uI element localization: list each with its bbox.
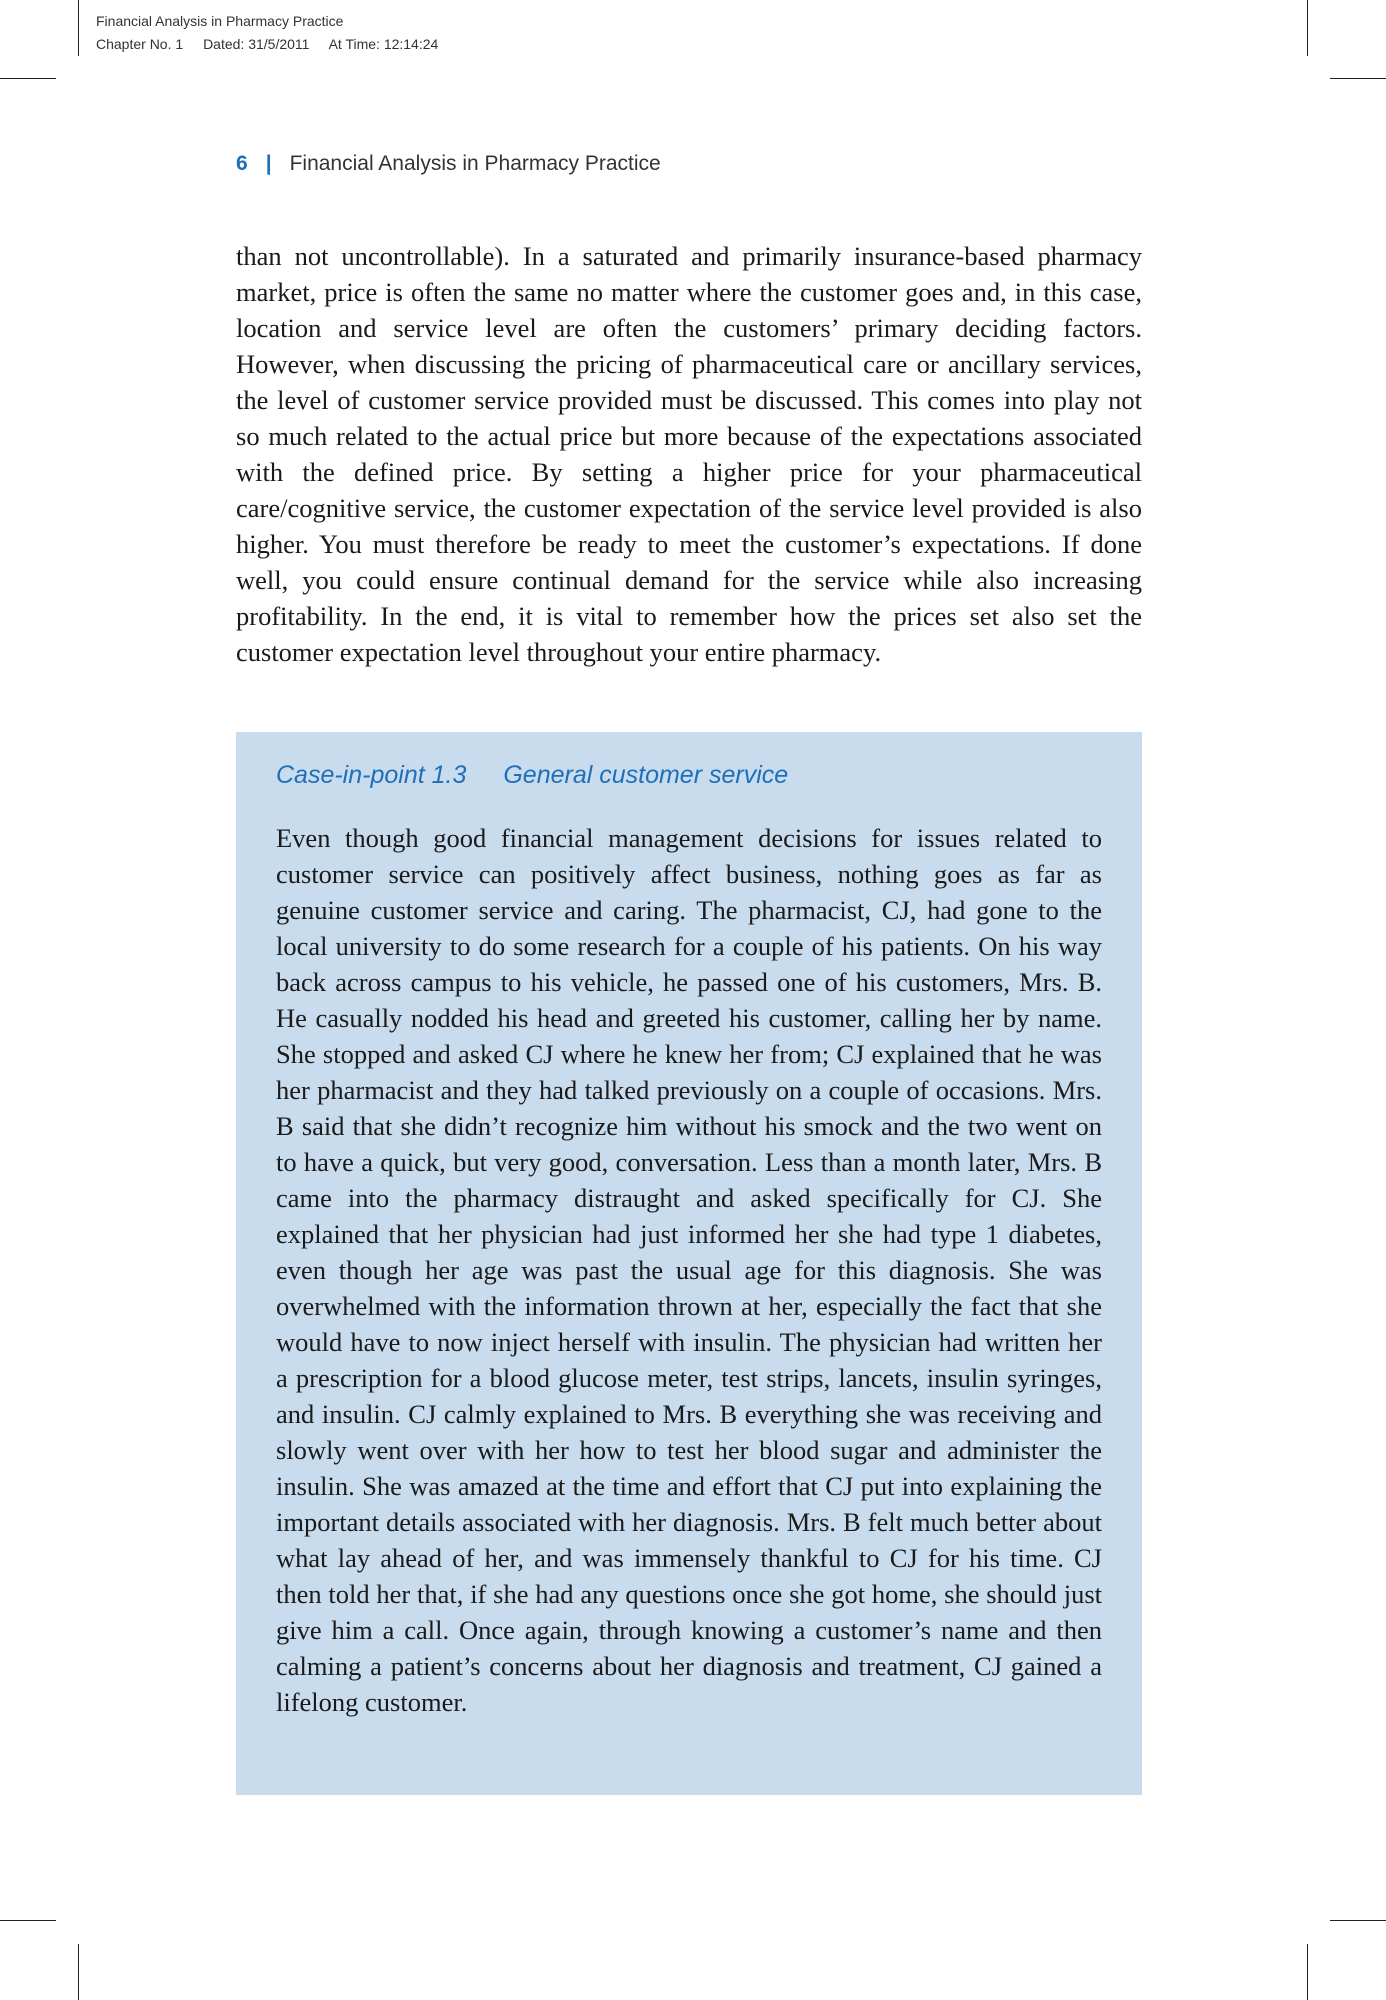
case-in-point-box [236,732,1142,1795]
slug-meta [96,33,454,56]
crop-mark-bottom-right [1330,1920,1386,1921]
crop-mark-top-left [0,78,56,79]
book-title: Financial Analysis in Pharmacy Practice [289,152,661,175]
crop-mark-bottom-right [1307,1944,1308,2000]
printer-slug [96,10,454,56]
crop-mark-bottom-left [78,1944,79,2000]
slug-title: Financial Analysis in Pharmacy Practice [96,13,344,29]
page-number: 6 [236,152,248,175]
running-head-separator: | [265,152,272,175]
slug-chapter: Chapter No. 1 [96,36,184,52]
running-head [236,152,661,176]
crop-mark-top-right [1307,0,1308,56]
slug-dated: Dated: 31/5/2011 [203,36,310,52]
case-in-point-label: Case-in-point 1.3 [276,761,467,789]
body-paragraph: than not uncontrollable). In a saturated and primarily insurance-based pharmacy market, price is often the same no matter where the customer goes and, in this case, location and service level are often the customers’ primary deciding factors. However, when discussing the pricing of pharmaceutical care or ancillary services, the level of customer service provided must be discussed. This comes into play not so much related to the actual price but more because of the expectations associated with the defined price. By setting a higher price for your pharmaceutical care/cognitive service, the customer expectation of the service level provided is also higher. You must therefore be ready to meet the customer’s expectations. If done well, you could ensure continual demand for the service while also increasing profitability. In the end, it is vital to remember how the prices set also set the customer expectation level throughout your entire pharmacy. [236,241,1142,667]
crop-mark-bottom-left [0,1920,56,1921]
case-in-point-text: Even though good financial management decisions for issues related to customer service can positively affect business, nothing goes as far as genuine customer service and caring. The pharmacist, CJ, had gone to the local university to do some research for a couple of his patients. On his way back across campus to his vehicle, he passed one of his customers, Mrs. B. He casually nodded his head and greeted his customer, calling her by name. She stopped and asked CJ where he knew her from; CJ explained that he was her pharmacist and they had talked previously on a couple of occasions. Mrs. B said that she didn’t recognize him without his smock and the two went on to have a quick, but very good, conversation. Less than a month later, Mrs. B came into the pharmacy distraught and asked specifically for CJ. She explained that her physician had just informed her she had type 1 diabetes, even though her age was past the usual age for this diagnosis. She was overwhelmed with the information thrown at her, especially the fact that she would have to now inject herself with insulin. The physician had written her a prescription for a blood glucose meter, test strips, lancets, insulin syringes, and insulin. CJ calmly explained to Mrs. B everything she was receiving and slowly went over with her how to test her blood sugar and administer the insulin. She was amazed at the time and effort that CJ put into explaining the important details associated with her diagnosis. Mrs. B felt much better about what lay ahead of her, and was immensely thankful to CJ for his time. CJ then told her that, if she had any questions once she got home, she should just give him a call. Once again, through knowing a customer’s name and then calming a patient’s concerns about her diagnosis and treatment, CJ gained a lifelong customer. [276,823,1102,1717]
case-in-point-title: General customer service [503,761,789,789]
crop-mark-top-right [1330,78,1386,79]
slug-time: At Time: 12:14:24 [328,36,439,52]
case-in-point-heading [276,758,1102,792]
crop-mark-top-left [78,0,79,56]
